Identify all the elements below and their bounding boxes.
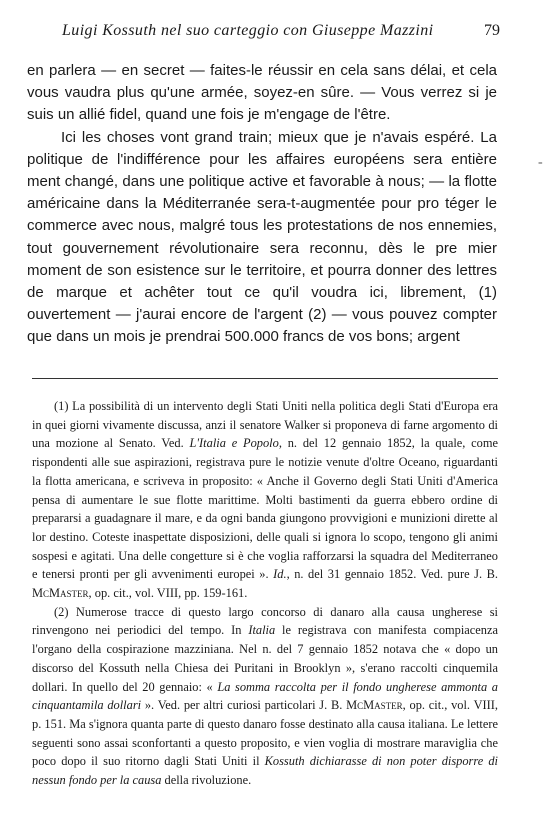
main-text xyxy=(27,60,497,349)
text-line: en parlera — en secret — faites-le réussir en cela sans délai, xyxy=(27,62,452,79)
text-line: la flotte américaine dans la Méditerranée sera-t-augmentée pour pro xyxy=(27,173,497,213)
footnotes xyxy=(32,380,498,790)
footnote-text: Id. xyxy=(273,567,287,582)
footnote-text: , op. cit., vol. VIII, pp. 159-161. xyxy=(88,586,248,601)
periodical-title: Italia xyxy=(248,623,276,638)
footnote-text: (1) La possibilità di un intervento degli Stati Uniti nella politica degli Stati d'Europa era in quei giorni vivamente discussa, anzi il senatore Walker si proponeva di farne argomento di una mozione al Senato. Ved. xyxy=(32,399,498,451)
running-title: Luigi Kossuth nel suo carteggio con Giuseppe Mazzini xyxy=(62,22,434,39)
text-line: lettres de marque et achêter tout ce qu'il voudra ici, librement, (1) xyxy=(27,261,497,302)
footnote-divider xyxy=(32,378,498,379)
author-name: McMaster xyxy=(346,698,403,713)
paragraph-1 xyxy=(27,60,497,127)
quoted-text: Kossuth dichiarasse di non poter disporre di nessun fondo per la causa xyxy=(32,754,498,788)
footnote-text: , n. del 31 gennaio 1852. Ved. pure J. B. xyxy=(286,567,498,582)
text-line: et cela vous vaudra plus qu'une armée, soyez-en sûre. — Vous xyxy=(27,62,497,102)
footnote-text: , n. del 12 gennaio 1852, la quale, come rispondenti alle sue aspirazioni, registrava pure le notizie venute d'oltre Oceano, riguardanti la flotta americana, e scriveva in proposito: « Anche il Governo degli Stati Uniti d'America pensa di aumentare le sue flotte marittime. Molti bastimenti da guerra ebbero ordine di prepararsi a guadagnare il mare, e da ogni banda giungono provvigioni e munizioni dirette al lor destino. Coteste inaspettate disposizioni, delle quali si ignora lo scopo, tengono gli animi sospesi e agitati. Una delle congetture si è che voglia rafforzarsi la squadra del Mediterraneo e tenersi pronti per gli avvenimenti europei ». xyxy=(32,436,499,582)
footnote-text: le registrava con manifesta compiacenza l'organo della cospirazione mazziniana. Nel n. del 7 gennaio 1852 notava che « dopo un discorso del Kossuth nella Chiesa dei Puritani in Brooklyn », s'erano raccolti cinquemila dollari. In quello del 20 gennaio: « xyxy=(32,623,498,694)
text-line: verrez si je suis un allié fidel, quand une fois je m'engage de xyxy=(27,84,497,124)
text-line: mier moment de son esistence sur le territoire, et pourra donner des xyxy=(27,239,497,279)
footnote-1 xyxy=(32,397,498,603)
text-line: ouvertement — j'aurai encore de l'argent (2) — vous pouvez compter xyxy=(27,306,497,324)
footnote-text: della rivoluzione. xyxy=(161,773,252,788)
quoted-text: La somma raccolta per il fondo ungherese ammonta a cinquantamila dollari xyxy=(32,679,498,713)
text-line: téger le commerce avec nous, malgré tous les protestations de nos xyxy=(27,195,497,235)
text-line: politique de l'indifférence pour les affaires européens sera entière xyxy=(27,150,497,168)
footnote-text: ». Ved. per altri curiosi particolari J. B. xyxy=(141,698,347,713)
text-line: Ici les choses vont grand train; mieux que je n'avais espéré. La xyxy=(61,128,497,146)
margin-mark: - xyxy=(538,155,543,170)
page-header xyxy=(62,22,500,44)
text-line: ment changé, dans une politique active et favorable à nous; — xyxy=(27,173,449,191)
footnote-2 xyxy=(32,603,498,790)
text-line: l'être. xyxy=(354,106,391,124)
author-name: McMaster xyxy=(32,586,89,601)
text-line: que dans un mois je prendrai 500.000 francs de vos bons; argent xyxy=(27,328,460,346)
footnote-text: (2) Numerose tracce di questo largo concorso di danaro alla causa ungherese si rinvengono nei periodici del tempo. In xyxy=(32,604,498,638)
footnote-text: , op. cit., vol. VIII, p. 151. Ma s'ignora quanta parte di questo danaro fosse destinato alla causa italiana. Le lettere seguenti sono assai sconfortanti a questo proposito, e vien voglia di mostrare maraviglia che poco dopo il suo ritorno dagli Stati Uniti il xyxy=(32,698,498,769)
page-number: 79 xyxy=(484,22,500,39)
periodical-title: L'Italia e Popolo xyxy=(189,436,279,451)
paragraph-2 xyxy=(27,127,497,349)
text-line: ennemies, tout gouvernement révolutionaire sera reconnu, dès le pre xyxy=(27,217,497,257)
